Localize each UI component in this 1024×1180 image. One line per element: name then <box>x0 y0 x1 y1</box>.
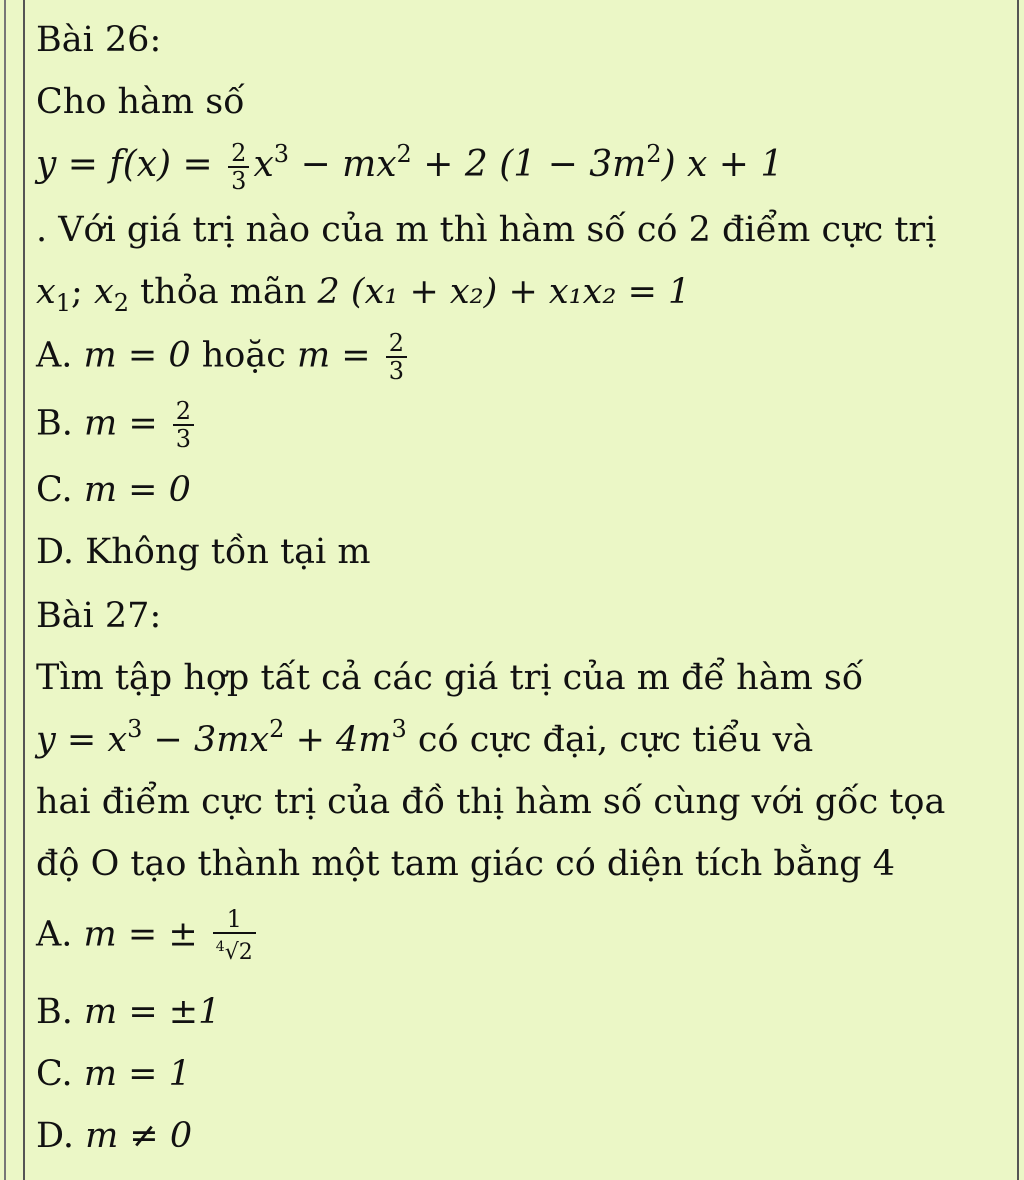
func-x: x <box>253 144 274 185</box>
func-tail: có cực đại, cực tiểu và <box>406 720 814 760</box>
margin-rule-right <box>1017 0 1019 1180</box>
exp-3: 3 <box>127 715 143 743</box>
option-b-fraction <box>173 398 194 452</box>
option-label: A. <box>36 335 73 376</box>
problem-26-vars: $x_1$; $x_2$ thỏa mãn 2 (x₁ + x₂) + x₁x₂ = 1 <box>36 272 691 317</box>
vars-equation: 2 (x₁ + x₂) + x₁x₂ = 1 <box>317 272 691 312</box>
frac-den: 3 <box>388 357 405 385</box>
option-a-m: m = ± <box>83 914 198 955</box>
problem-27-line4: độ O tạo thành một tam giác có diện tích bằng 4 <box>36 844 896 884</box>
func-term-mx: − mx <box>300 144 397 185</box>
option-label: B. <box>36 403 73 444</box>
option-c-m: m = 1 <box>83 1054 191 1094</box>
option-label: D. <box>36 1116 74 1156</box>
frac-root <box>213 934 256 966</box>
problem-27-function <box>36 716 813 764</box>
root-index: 4 <box>215 939 225 955</box>
frac-num: 2 <box>228 140 249 168</box>
problem-26-option-c <box>36 466 191 514</box>
margin-rule-inner <box>23 0 25 1180</box>
problem-26-intro: Cho hàm số <box>36 82 245 122</box>
option-label: B. <box>36 992 73 1032</box>
func-term-paren: + 2 (1 − 3m <box>423 144 647 185</box>
problem-26-option-a <box>36 330 411 384</box>
exp-3: 3 <box>273 140 290 168</box>
option-a-m: m = <box>296 335 371 376</box>
margin-rule-outer <box>4 0 6 1180</box>
problem-26-option-d <box>36 528 371 576</box>
problem-27-option-b <box>36 988 220 1036</box>
problem-26-option-b <box>36 398 198 452</box>
exp-2: 2 <box>396 140 412 168</box>
option-b-m: m = ±1 <box>84 992 221 1032</box>
frac-num: 2 <box>386 330 407 358</box>
option-label: A. <box>36 914 73 955</box>
option-a-or: hoặc <box>201 335 286 376</box>
problem-27-option-a <box>36 906 260 966</box>
problem-27-option-c <box>36 1050 191 1098</box>
option-a-fraction <box>386 330 407 384</box>
root-radicand: √2 <box>224 940 253 965</box>
option-a-m0: m = 0 <box>83 335 191 376</box>
vars-cond: thỏa mãn <box>128 272 318 312</box>
option-label: C. <box>36 470 73 510</box>
frac-den: 3 <box>231 167 247 195</box>
problem-26-function <box>36 140 783 194</box>
frac-den: 3 <box>175 425 192 453</box>
option-d-m: m ≠ 0 <box>85 1116 193 1156</box>
option-b-m: m = <box>84 403 158 444</box>
func-a: y = x <box>36 720 128 760</box>
func-b: − 3mx <box>142 720 270 760</box>
problem-27-line3: hai điểm cực trị của đồ thị hàm số cùng với gốc tọa <box>36 782 946 822</box>
frac-num: 1 <box>213 906 256 934</box>
vars-sep: ; <box>71 272 94 312</box>
exp-2b: 2 <box>646 140 662 168</box>
option-a-fraction <box>213 906 256 966</box>
frac-num: 2 <box>173 398 194 426</box>
exp-3b: 3 <box>391 715 407 743</box>
func-term-tail: ) x + 1 <box>661 144 784 185</box>
option-c-m: m = 0 <box>83 470 191 510</box>
func-lhs: y = f(x) = <box>36 144 213 185</box>
func-c: + 4m <box>284 720 392 760</box>
problem-26-condition: . Với giá trị nào của m thì hàm số có 2 điểm cực trị <box>36 210 937 250</box>
option-d-text: Không tồn tại m <box>85 532 371 572</box>
exp-2: 2 <box>269 715 285 743</box>
fraction-2-3 <box>228 140 249 194</box>
option-label: C. <box>36 1054 73 1094</box>
problem-27-intro: Tìm tập hợp tất cả các giá trị của m để hàm số <box>36 658 864 698</box>
problem-26-title: Bài 26: <box>36 20 162 60</box>
option-label: D. <box>36 532 74 572</box>
problem-27-option-d <box>36 1112 192 1160</box>
problem-27-title: Bài 27: <box>36 596 162 636</box>
